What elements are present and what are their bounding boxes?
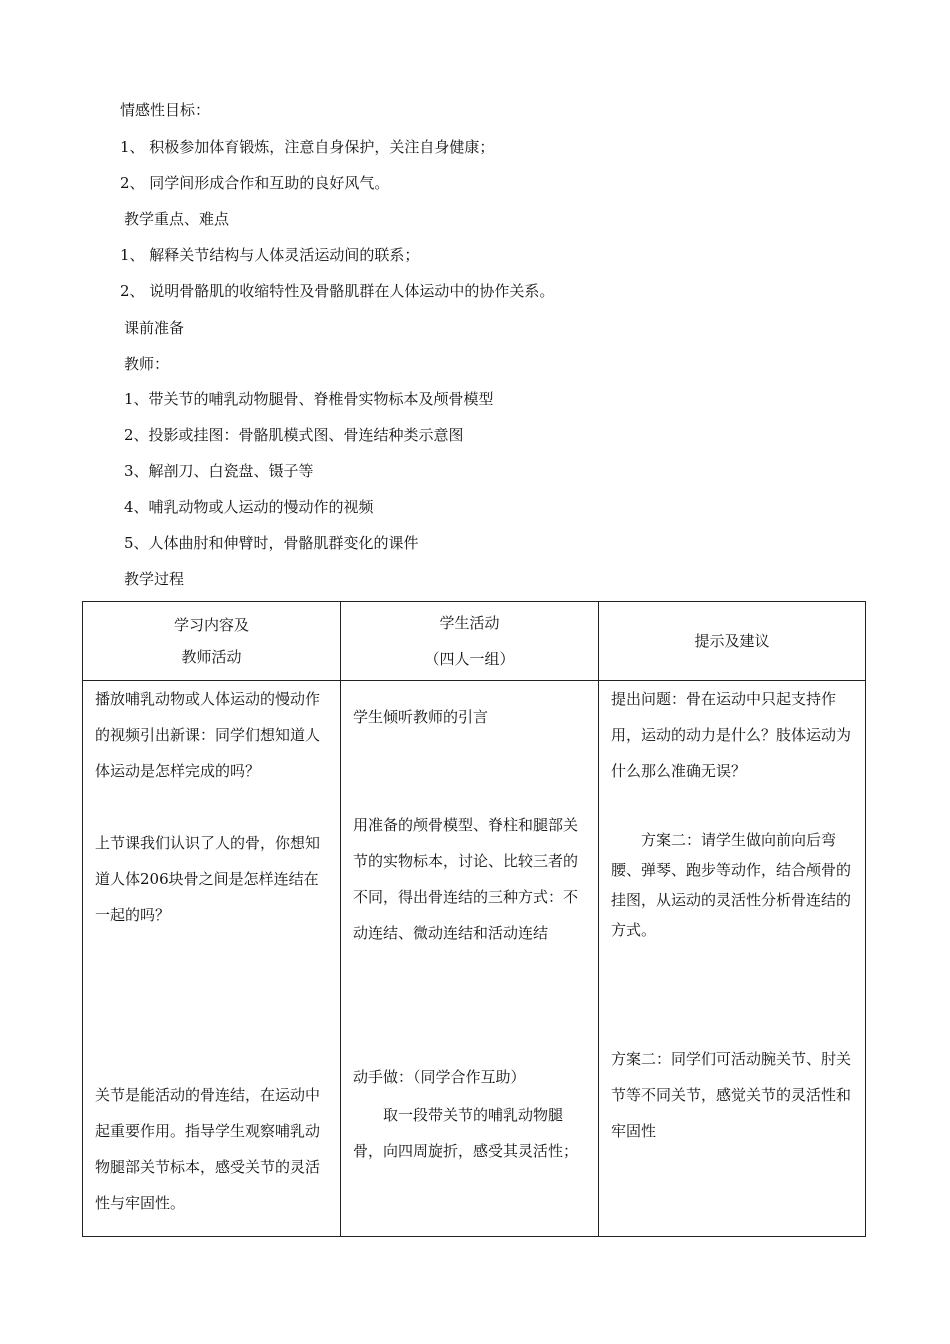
affective-goal-item-1: 1、 积极参加体育锻炼，注意自身保护，关注自身健康；: [120, 138, 495, 156]
header-student-line1: 学生活动: [439, 614, 500, 632]
preparation-item-3: 3、解剖刀、白瓷盘、镊子等: [124, 462, 314, 480]
header-content-line1: 学习内容及: [173, 616, 249, 634]
student-activity-cell: [341, 681, 599, 1237]
affective-goal-item-2: 2、 同学间形成合作和互助的良好风气。: [120, 174, 390, 192]
content-paragraph-1: 播放哺乳动物或人体运动的慢动作的视频引出新课：同学们想知道人体运动是怎样完成的吗？: [95, 690, 321, 780]
content-cell: [83, 681, 341, 1237]
student-paragraph-3: 动手做：（同学合作互助）: [353, 1068, 526, 1086]
student-paragraph-4: 取一段带关节的哺乳动物腿骨，向四周旋折，感受其灵活性；: [353, 1106, 579, 1160]
preparation-item-5: 5、人体曲肘和伸臂时，骨骼肌群变化的课件: [124, 534, 419, 552]
header-cell-content: [83, 602, 341, 681]
tips-cell: [599, 681, 866, 1237]
preparation-item-1: 1、带关节的哺乳动物腿骨、脊椎骨实物标本及颅骨模型: [124, 390, 494, 408]
student-paragraph-1: 学生倾听教师的引言: [353, 708, 489, 726]
content-paragraph-3: 关节是能活动的骨连结，在运动中起重要作用。指导学生观察哺乳动物腿部关节标本，感受关节的灵活性与牢固性。: [95, 1086, 321, 1212]
tips-paragraph-2: 方案二：请学生做向前向后弯腰、弹琴、跑步等动作，结合颅骨的挂图，从运动的灵活性分析骨连结的方式。: [611, 831, 852, 939]
teaching-process-table: [82, 601, 866, 1237]
preparation-item-2: 2、投影或挂图：骨骼肌模式图、骨连结种类示意图: [124, 426, 464, 444]
header-cell-student: [341, 602, 599, 681]
table-header-row: [83, 602, 866, 681]
key-point-item-2: 2、 说明骨骼肌的收缩特性及骨骼肌群在人体运动中的协作关系。: [120, 282, 555, 300]
key-point-item-1: 1、 解释关节结构与人体灵活运动间的联系；: [120, 246, 420, 264]
header-tips-line1: 提示及建议: [694, 632, 770, 650]
affective-goal-title: 情感性目标：: [120, 101, 211, 119]
header-student-line2: （四人一组）: [424, 650, 515, 668]
preparation-title: 课前准备: [124, 319, 185, 337]
preparation-item-4: 4、哺乳动物或人运动的慢动作的视频: [124, 498, 374, 516]
header-content-line2: 教师活动: [181, 648, 242, 666]
student-paragraph-2: 用准备的颅骨模型、脊柱和腿部关节的实物标本，讨论、比较三者的不同，得出骨连结的三种方式：不动连结、微动连结和活动连结: [353, 816, 579, 942]
process-title: 教学过程: [124, 570, 185, 588]
table-row: [83, 681, 866, 1237]
tips-paragraph-3: 方案二：同学们可活动腕关节、肘关节等不同关节，感觉关节的灵活性和牢固性: [611, 1050, 852, 1140]
teacher-title: 教师：: [124, 355, 170, 373]
key-points-title: 教学重点、难点: [124, 210, 230, 228]
content-paragraph-2: 上节课我们认识了人的骨，你想知道人体206块骨之间是怎样连结在一起的吗？: [95, 834, 321, 924]
header-cell-tips: [599, 602, 866, 681]
tips-paragraph-1: 提出问题：骨在运动中只起支持作用，运动的动力是什么？肢体运动为什么那么准确无误？: [611, 690, 852, 780]
